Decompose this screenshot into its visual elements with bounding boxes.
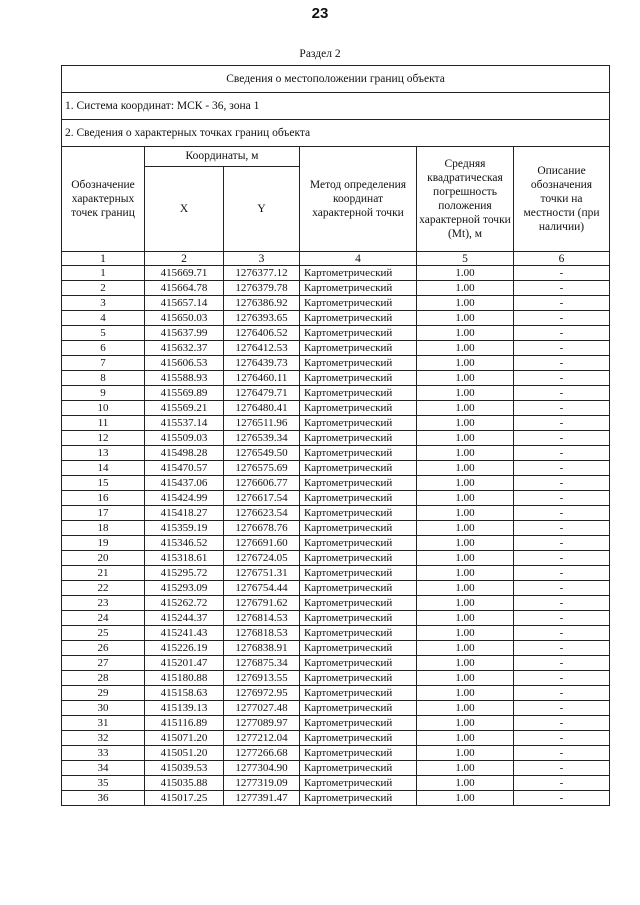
mean-error: 1.00 — [417, 566, 514, 581]
header-designation: Обозначение характерных точек границ — [62, 147, 145, 252]
coord-x: 415051.20 — [145, 746, 224, 761]
coord-system: 1. Система координат: МСК - 36, зона 1 — [62, 93, 610, 120]
point-description: - — [514, 281, 610, 296]
table-row — [62, 266, 610, 281]
table-row — [62, 461, 610, 476]
coord-y: 1276814.53 — [224, 611, 300, 626]
method: Картометрический — [300, 431, 417, 446]
coord-x: 415569.89 — [145, 386, 224, 401]
coord-x: 415664.78 — [145, 281, 224, 296]
point-number: 9 — [62, 386, 145, 401]
coord-y: 1277304.90 — [224, 761, 300, 776]
point-number: 24 — [62, 611, 145, 626]
coord-y: 1276549.50 — [224, 446, 300, 461]
coord-x: 415116.89 — [145, 716, 224, 731]
table-row — [62, 371, 610, 386]
point-number: 31 — [62, 716, 145, 731]
coord-y: 1277027.48 — [224, 701, 300, 716]
method: Картометрический — [300, 416, 417, 431]
point-description: - — [514, 506, 610, 521]
coord-x: 415295.72 — [145, 566, 224, 581]
table-title: Сведения о местоположении границ объекта — [62, 66, 610, 93]
coord-x: 415657.14 — [145, 296, 224, 311]
point-number: 29 — [62, 686, 145, 701]
coord-y: 1276575.69 — [224, 461, 300, 476]
table-row — [62, 341, 610, 356]
method: Картометрический — [300, 776, 417, 791]
coord-y: 1276379.78 — [224, 281, 300, 296]
table-row — [62, 311, 610, 326]
method: Картометрический — [300, 716, 417, 731]
method: Картометрический — [300, 371, 417, 386]
column-number: 6 — [514, 252, 610, 266]
column-number: 1 — [62, 252, 145, 266]
table-row — [62, 521, 610, 536]
coord-y: 1276818.53 — [224, 626, 300, 641]
method: Картометрический — [300, 761, 417, 776]
coord-x: 415158.63 — [145, 686, 224, 701]
coord-y: 1276972.95 — [224, 686, 300, 701]
method: Картометрический — [300, 611, 417, 626]
boundary-points-table — [61, 65, 610, 806]
method: Картометрический — [300, 581, 417, 596]
coord-x: 415359.19 — [145, 521, 224, 536]
mean-error: 1.00 — [417, 341, 514, 356]
coord-x: 415418.27 — [145, 506, 224, 521]
table-row — [62, 626, 610, 641]
point-number: 35 — [62, 776, 145, 791]
point-description: - — [514, 731, 610, 746]
coord-x: 415650.03 — [145, 311, 224, 326]
table-row — [62, 716, 610, 731]
point-description: - — [514, 266, 610, 281]
method: Картометрический — [300, 731, 417, 746]
coord-y: 1276678.76 — [224, 521, 300, 536]
table-row — [62, 611, 610, 626]
point-number: 5 — [62, 326, 145, 341]
point-description: - — [514, 446, 610, 461]
point-number: 14 — [62, 461, 145, 476]
coord-y: 1276691.60 — [224, 536, 300, 551]
coord-x: 415632.37 — [145, 341, 224, 356]
mean-error: 1.00 — [417, 611, 514, 626]
method: Картометрический — [300, 521, 417, 536]
point-description: - — [514, 431, 610, 446]
coord-x: 415669.71 — [145, 266, 224, 281]
point-number: 32 — [62, 731, 145, 746]
coord-y: 1276875.34 — [224, 656, 300, 671]
mean-error: 1.00 — [417, 281, 514, 296]
method: Картометрический — [300, 341, 417, 356]
coord-y: 1276539.34 — [224, 431, 300, 446]
coord-x: 415346.52 — [145, 536, 224, 551]
section-title: Раздел 2 — [299, 48, 341, 60]
method: Картометрический — [300, 791, 417, 806]
table-row — [62, 761, 610, 776]
mean-error: 1.00 — [417, 791, 514, 806]
table-row — [62, 326, 610, 341]
table-row — [62, 431, 610, 446]
mean-error: 1.00 — [417, 716, 514, 731]
table-row — [62, 281, 610, 296]
method: Картометрический — [300, 641, 417, 656]
coord-y: 1277319.09 — [224, 776, 300, 791]
points-title: 2. Сведения о характерных точках границ объекта — [62, 120, 610, 147]
point-description: - — [514, 401, 610, 416]
coord-x: 415537.14 — [145, 416, 224, 431]
point-number: 15 — [62, 476, 145, 491]
table-row — [62, 776, 610, 791]
point-description: - — [514, 581, 610, 596]
point-description: - — [514, 716, 610, 731]
coord-x: 415201.47 — [145, 656, 224, 671]
coord-x: 415071.20 — [145, 731, 224, 746]
header-row-top — [62, 147, 610, 167]
point-number: 18 — [62, 521, 145, 536]
table-row — [62, 551, 610, 566]
mean-error: 1.00 — [417, 746, 514, 761]
point-number: 6 — [62, 341, 145, 356]
coord-x: 415035.88 — [145, 776, 224, 791]
coord-y: 1276511.96 — [224, 416, 300, 431]
point-number: 23 — [62, 596, 145, 611]
method: Картометрический — [300, 326, 417, 341]
method: Картометрический — [300, 356, 417, 371]
mean-error: 1.00 — [417, 596, 514, 611]
table-row — [62, 566, 610, 581]
coord-x: 415017.25 — [145, 791, 224, 806]
point-description: - — [514, 356, 610, 371]
point-description: - — [514, 596, 610, 611]
header-description: Описание обозначения точки на местности (при наличии) — [514, 147, 610, 252]
mean-error: 1.00 — [417, 326, 514, 341]
coord-y: 1276751.31 — [224, 566, 300, 581]
mean-error: 1.00 — [417, 491, 514, 506]
mean-error: 1.00 — [417, 431, 514, 446]
point-description: - — [514, 611, 610, 626]
coord-y: 1277212.04 — [224, 731, 300, 746]
coord-y: 1276724.05 — [224, 551, 300, 566]
point-number: 3 — [62, 296, 145, 311]
point-number: 22 — [62, 581, 145, 596]
point-description: - — [514, 416, 610, 431]
mean-error: 1.00 — [417, 536, 514, 551]
header-coordinates: Координаты, м — [145, 147, 300, 167]
method: Картометрический — [300, 626, 417, 641]
table-row — [62, 746, 610, 761]
coord-y: 1276606.77 — [224, 476, 300, 491]
table-row — [62, 656, 610, 671]
mean-error: 1.00 — [417, 656, 514, 671]
coord-y: 1276479.71 — [224, 386, 300, 401]
point-number: 10 — [62, 401, 145, 416]
point-number: 26 — [62, 641, 145, 656]
point-description: - — [514, 371, 610, 386]
point-number: 30 — [62, 701, 145, 716]
mean-error: 1.00 — [417, 296, 514, 311]
coord-x: 415569.21 — [145, 401, 224, 416]
table-row — [62, 671, 610, 686]
coord-y: 1276838.91 — [224, 641, 300, 656]
coord-y: 1277089.97 — [224, 716, 300, 731]
method: Картометрический — [300, 266, 417, 281]
method: Картометрический — [300, 386, 417, 401]
table-row — [62, 686, 610, 701]
mean-error: 1.00 — [417, 701, 514, 716]
coord-y: 1276480.41 — [224, 401, 300, 416]
point-number: 27 — [62, 656, 145, 671]
coord-x: 415637.99 — [145, 326, 224, 341]
method: Картометрический — [300, 461, 417, 476]
point-description: - — [514, 521, 610, 536]
coord-x: 415244.37 — [145, 611, 224, 626]
coord-x: 415139.13 — [145, 701, 224, 716]
point-number: 33 — [62, 746, 145, 761]
point-description: - — [514, 551, 610, 566]
point-description: - — [514, 776, 610, 791]
mean-error: 1.00 — [417, 386, 514, 401]
point-description: - — [514, 566, 610, 581]
point-description: - — [514, 491, 610, 506]
mean-error: 1.00 — [417, 686, 514, 701]
mean-error: 1.00 — [417, 371, 514, 386]
header-x: X — [145, 167, 224, 252]
column-number: 5 — [417, 252, 514, 266]
coord-y: 1277391.47 — [224, 791, 300, 806]
coord-x: 415180.88 — [145, 671, 224, 686]
mean-error: 1.00 — [417, 761, 514, 776]
point-number: 34 — [62, 761, 145, 776]
method: Картометрический — [300, 281, 417, 296]
method: Картометрический — [300, 506, 417, 521]
mean-error: 1.00 — [417, 266, 514, 281]
point-description: - — [514, 326, 610, 341]
table-row — [62, 386, 610, 401]
mean-error: 1.00 — [417, 356, 514, 371]
coord-x: 415509.03 — [145, 431, 224, 446]
point-number: 19 — [62, 536, 145, 551]
mean-error: 1.00 — [417, 641, 514, 656]
table-row — [62, 446, 610, 461]
table-title-row — [62, 66, 610, 93]
method: Картометрический — [300, 566, 417, 581]
point-description: - — [514, 461, 610, 476]
coord-y: 1276439.73 — [224, 356, 300, 371]
method: Картометрический — [300, 596, 417, 611]
coord-y: 1277266.68 — [224, 746, 300, 761]
coord-y: 1276412.53 — [224, 341, 300, 356]
coord-y: 1276406.52 — [224, 326, 300, 341]
point-description: - — [514, 476, 610, 491]
header-method: Метод определения координат характерной точки — [300, 147, 417, 252]
point-description: - — [514, 296, 610, 311]
table-row — [62, 401, 610, 416]
point-description: - — [514, 311, 610, 326]
coord-y: 1276791.62 — [224, 596, 300, 611]
coord-x: 415318.61 — [145, 551, 224, 566]
point-description: - — [514, 686, 610, 701]
method: Картометрический — [300, 296, 417, 311]
point-description: - — [514, 701, 610, 716]
coord-x: 415437.06 — [145, 476, 224, 491]
mean-error: 1.00 — [417, 626, 514, 641]
table-row — [62, 506, 610, 521]
point-number: 16 — [62, 491, 145, 506]
point-number: 2 — [62, 281, 145, 296]
point-description: - — [514, 626, 610, 641]
coord-x: 415606.53 — [145, 356, 224, 371]
mean-error: 1.00 — [417, 311, 514, 326]
column-number: 4 — [300, 252, 417, 266]
page-number: 23 — [311, 5, 329, 22]
point-description: - — [514, 656, 610, 671]
coord-x: 415498.28 — [145, 446, 224, 461]
method: Картометрический — [300, 491, 417, 506]
mean-error: 1.00 — [417, 731, 514, 746]
method: Картометрический — [300, 476, 417, 491]
coord-x: 415241.43 — [145, 626, 224, 641]
coord-x: 415262.72 — [145, 596, 224, 611]
table-row — [62, 641, 610, 656]
point-number: 4 — [62, 311, 145, 326]
point-number: 13 — [62, 446, 145, 461]
coord-y: 1276386.92 — [224, 296, 300, 311]
mean-error: 1.00 — [417, 461, 514, 476]
mean-error: 1.00 — [417, 521, 514, 536]
table-row — [62, 536, 610, 551]
point-number: 7 — [62, 356, 145, 371]
point-number: 28 — [62, 671, 145, 686]
coord-y: 1276460.11 — [224, 371, 300, 386]
point-number: 17 — [62, 506, 145, 521]
coord-system-row — [62, 93, 610, 120]
method: Картометрический — [300, 671, 417, 686]
table-row — [62, 791, 610, 806]
table-row — [62, 701, 610, 716]
coord-y: 1276623.54 — [224, 506, 300, 521]
method: Картометрический — [300, 536, 417, 551]
header-y: Y — [224, 167, 300, 252]
point-description: - — [514, 641, 610, 656]
method: Картометрический — [300, 746, 417, 761]
point-description: - — [514, 791, 610, 806]
method: Картометрический — [300, 656, 417, 671]
table-row — [62, 356, 610, 371]
mean-error: 1.00 — [417, 506, 514, 521]
method: Картометрический — [300, 701, 417, 716]
table-row — [62, 491, 610, 506]
table-row — [62, 416, 610, 431]
mean-error: 1.00 — [417, 401, 514, 416]
point-number: 25 — [62, 626, 145, 641]
coord-x: 415226.19 — [145, 641, 224, 656]
coord-y: 1276913.55 — [224, 671, 300, 686]
mean-error: 1.00 — [417, 671, 514, 686]
point-description: - — [514, 536, 610, 551]
table-row — [62, 296, 610, 311]
point-description: - — [514, 671, 610, 686]
method: Картометрический — [300, 686, 417, 701]
coord-y: 1276754.44 — [224, 581, 300, 596]
points-title-row — [62, 120, 610, 147]
mean-error: 1.00 — [417, 581, 514, 596]
table-row — [62, 476, 610, 491]
coord-x: 415470.57 — [145, 461, 224, 476]
coord-y: 1276377.12 — [224, 266, 300, 281]
column-number: 2 — [145, 252, 224, 266]
column-numbers-row — [62, 252, 610, 266]
method: Картометрический — [300, 311, 417, 326]
point-description: - — [514, 746, 610, 761]
coord-x: 415424.99 — [145, 491, 224, 506]
method: Картометрический — [300, 446, 417, 461]
point-number: 12 — [62, 431, 145, 446]
coord-y: 1276393.65 — [224, 311, 300, 326]
coord-y: 1276617.54 — [224, 491, 300, 506]
table-row — [62, 731, 610, 746]
point-description: - — [514, 761, 610, 776]
header-error: Средняя квадратическая погрешность положения характерной точки (Mt), м — [417, 147, 514, 252]
point-number: 11 — [62, 416, 145, 431]
mean-error: 1.00 — [417, 776, 514, 791]
point-description: - — [514, 386, 610, 401]
mean-error: 1.00 — [417, 446, 514, 461]
method: Картометрический — [300, 551, 417, 566]
mean-error: 1.00 — [417, 416, 514, 431]
point-number: 20 — [62, 551, 145, 566]
point-number: 21 — [62, 566, 145, 581]
table-row — [62, 581, 610, 596]
coord-x: 415039.53 — [145, 761, 224, 776]
point-number: 1 — [62, 266, 145, 281]
table-row — [62, 596, 610, 611]
column-number: 3 — [224, 252, 300, 266]
mean-error: 1.00 — [417, 551, 514, 566]
coord-x: 415293.09 — [145, 581, 224, 596]
mean-error: 1.00 — [417, 476, 514, 491]
method: Картометрический — [300, 401, 417, 416]
point-number: 8 — [62, 371, 145, 386]
coord-x: 415588.93 — [145, 371, 224, 386]
point-description: - — [514, 341, 610, 356]
point-number: 36 — [62, 791, 145, 806]
